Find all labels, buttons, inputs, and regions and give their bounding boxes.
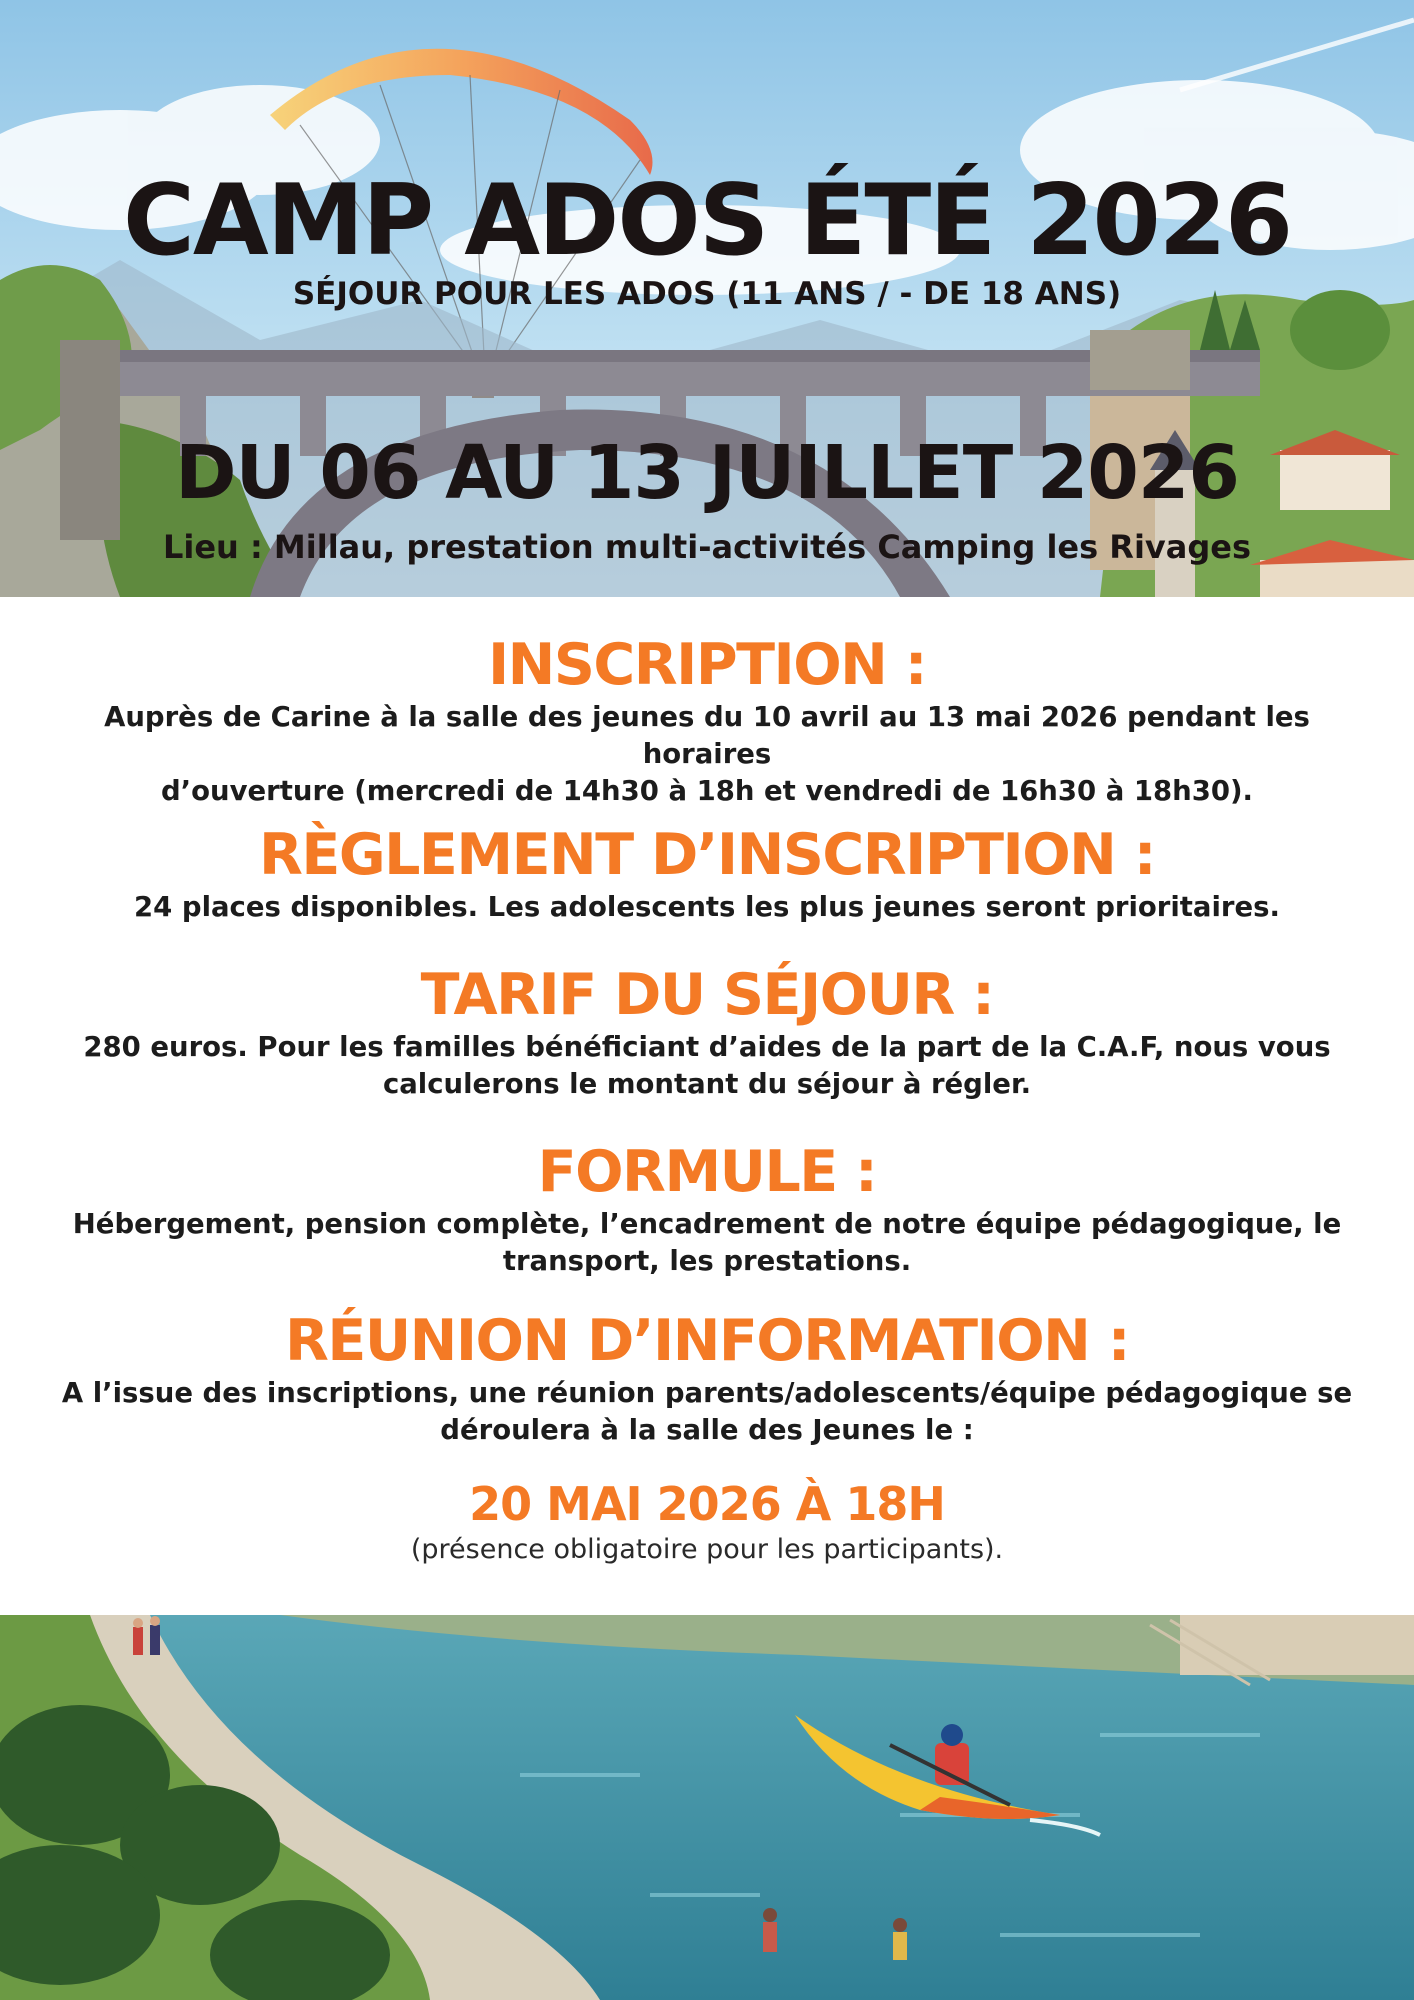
camp-dates: DU 06 AU 13 JUILLET 2026 — [175, 430, 1239, 516]
meeting-note: (présence obligatoire pour les participants). — [410, 1534, 1004, 1566]
page-subtitle: SÉJOUR POUR LES ADOS (11 ANS / - DE 18 ANS) — [292, 276, 1122, 312]
section-heading: TARIF DU SÉJOUR : — [420, 962, 994, 1028]
section-text-line: transport, les prestations. — [502, 1244, 912, 1277]
section-reunion — [40, 1309, 1374, 1449]
section-text-line: calculerons le montant du séjour à régler. — [382, 1067, 1032, 1100]
section-text-line: 280 euros. Pour les familles bénéficiant d’aides de la part de la C.A.F, nous vous — [83, 1030, 1331, 1063]
section-tarif — [40, 963, 1374, 1103]
hero-banner — [0, 0, 1414, 597]
section-text-line: A l’issue des inscriptions, une réunion parents/adolescents/équipe pédagogique se — [61, 1376, 1353, 1409]
section-formule — [40, 1140, 1374, 1280]
section-text-line: Auprès de Carine à la salle des jeunes du 10 avril au 13 mai 2026 pendant les horaires — [104, 700, 1310, 770]
info-sections — [0, 597, 1414, 1615]
section-text-line: déroulera à la salle des Jeunes le : — [440, 1413, 974, 1446]
section-text-line: 24 places disponibles. Les adolescents les plus jeunes seront prioritaires. — [134, 890, 1280, 923]
section-heading: RÉUNION D’INFORMATION : — [285, 1308, 1129, 1374]
section-text-line: Hébergement, pension complète, l’encadrement de notre équipe pédagogique, le — [72, 1207, 1342, 1240]
section-inscription — [40, 633, 1374, 810]
section-heading: FORMULE : — [537, 1139, 877, 1205]
river-kayak-illustration — [0, 1615, 1414, 2000]
meeting-date: 20 MAI 2026 À 18H — [469, 1477, 945, 1531]
meeting-info — [40, 1477, 1374, 1567]
camp-location: Lieu : Millau, prestation multi-activités Camping les Rivages — [162, 528, 1252, 566]
section-heading: INSCRIPTION : — [487, 632, 927, 698]
section-heading: RÈGLEMENT D’INSCRIPTION : — [259, 822, 1155, 888]
section-text-line: d’ouverture (mercredi de 14h30 à 18h et vendredi de 16h30 à 18h30). — [160, 774, 1253, 807]
section-reglement — [40, 823, 1374, 926]
footer-banner — [0, 1615, 1414, 2000]
page-title: CAMP ADOS ÉTÉ 2026 — [122, 164, 1292, 278]
